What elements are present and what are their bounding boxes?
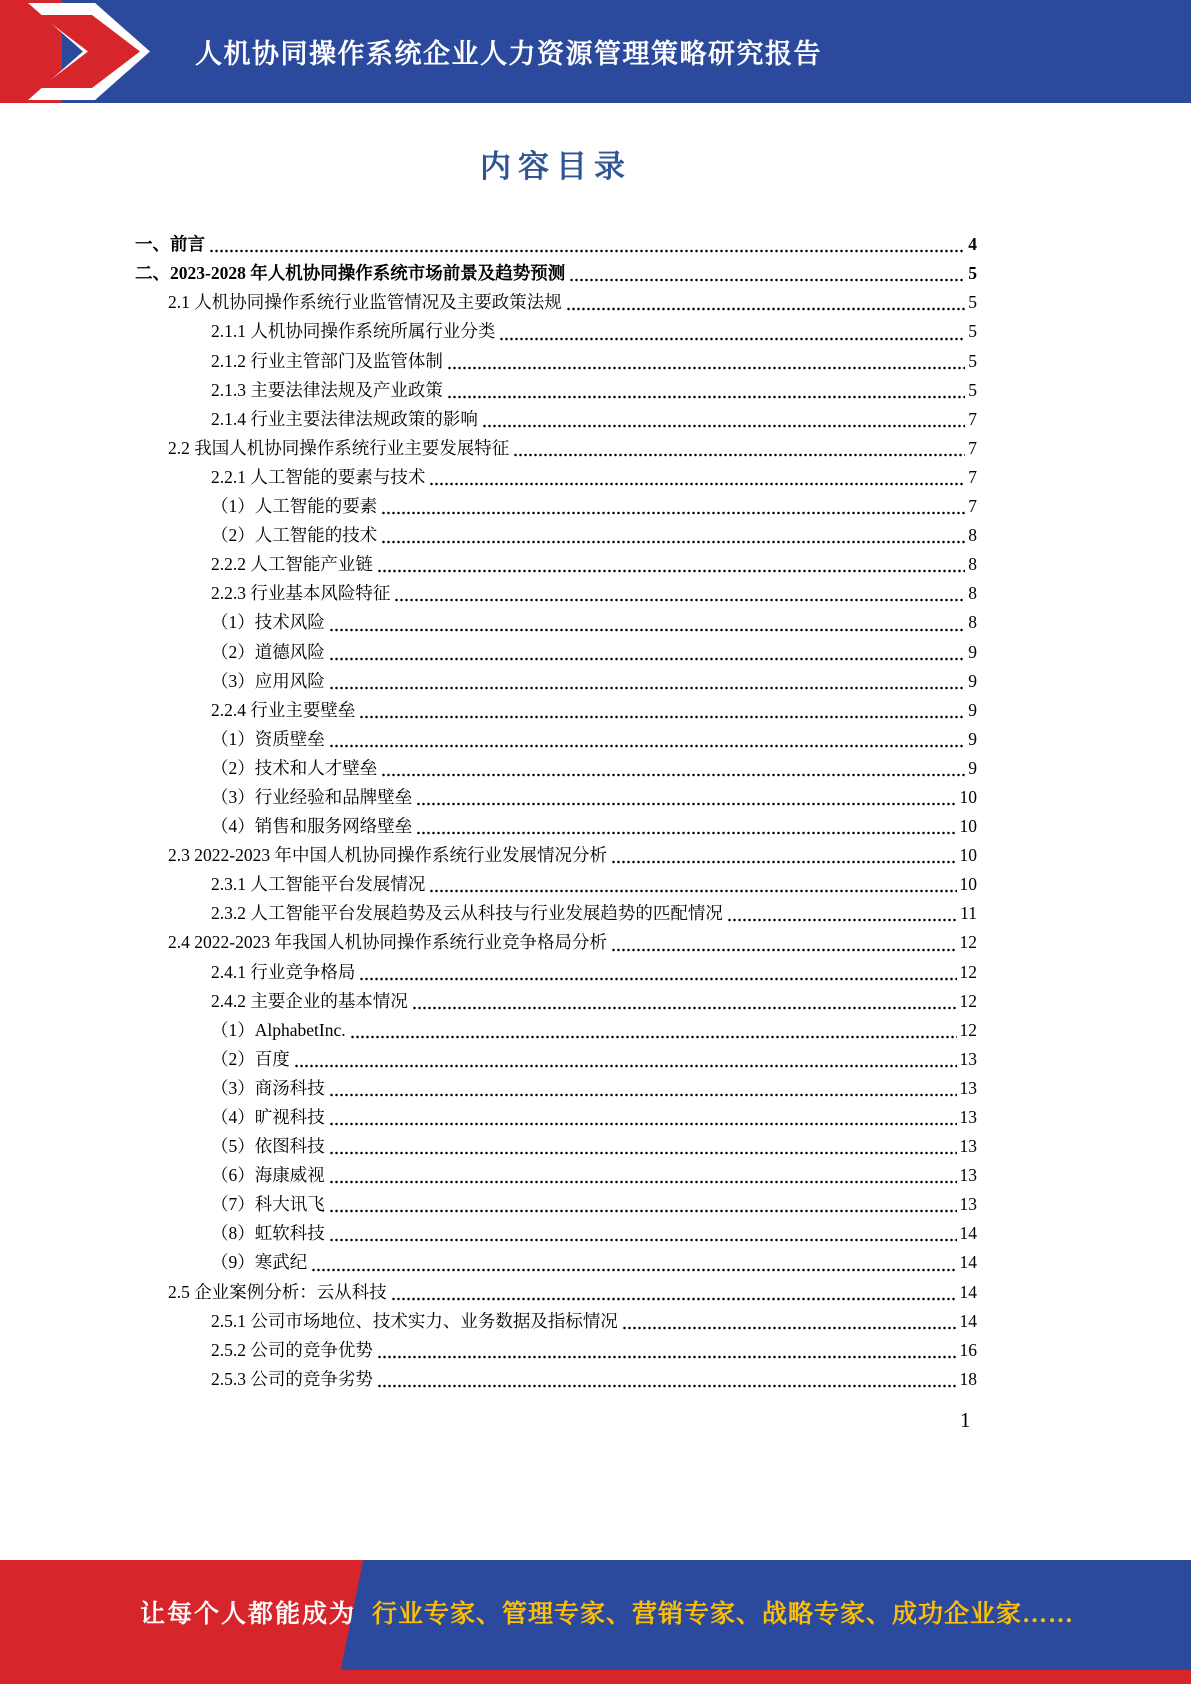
toc-entry[interactable] <box>135 230 977 259</box>
toc-entry[interactable] <box>211 1161 977 1190</box>
toc-dot-leader <box>329 1093 957 1097</box>
toc-dot-leader <box>329 1180 957 1184</box>
toc-dot-leader <box>416 831 956 835</box>
toc-entry-page: 13 <box>959 1107 977 1127</box>
toc-entry-label: 2.2.2 人工智能产业链 <box>211 554 373 575</box>
toc-entry-label: 2.5 企业案例分析：云从科技 <box>168 1281 387 1302</box>
toc-entry-label: （4）旷视科技 <box>211 1107 325 1127</box>
toc-entry-label: （5）依图科技 <box>211 1136 325 1157</box>
toc-dot-leader <box>294 1064 957 1068</box>
toc-entries <box>135 230 977 1394</box>
report-header <box>0 0 1191 103</box>
toc-entry-page: 13 <box>959 1048 977 1069</box>
toc-entry-page: 7 <box>968 496 977 517</box>
toc-entry-page: 11 <box>960 903 977 924</box>
toc-entry[interactable] <box>211 1132 977 1161</box>
toc-entry[interactable] <box>211 987 977 1016</box>
toc-entry-page: 9 <box>968 641 977 662</box>
toc-entry[interactable] <box>211 1365 977 1394</box>
toc-entry[interactable] <box>211 638 977 667</box>
toc-entry-label: 2.1.2 行业主管部门及监管体制 <box>211 350 443 371</box>
toc-entry[interactable] <box>211 870 977 899</box>
toc-entry-page: 4 <box>968 234 977 255</box>
toc-entry[interactable] <box>168 928 977 957</box>
toc-entry-label: 2.1.4 行业主要法律法规政策的影响 <box>211 408 478 429</box>
table-of-contents <box>135 148 977 1394</box>
toc-entry[interactable] <box>211 1190 977 1219</box>
toc-dot-leader <box>329 628 966 632</box>
toc-dot-leader <box>727 918 957 922</box>
toc-entry-page: 5 <box>968 350 977 371</box>
toc-entry-page: 10 <box>959 786 977 807</box>
toc-entry-page: 9 <box>968 728 977 749</box>
toc-dot-leader <box>329 1122 957 1126</box>
toc-entry-page: 5 <box>968 321 977 342</box>
toc-entry-label: （2）技术和人才壁垒 <box>211 757 378 778</box>
toc-entry[interactable] <box>211 579 977 608</box>
toc-entry[interactable] <box>211 608 977 637</box>
toc-dot-leader <box>329 657 966 661</box>
toc-entry[interactable] <box>168 288 977 317</box>
toc-dot-leader <box>329 1238 957 1242</box>
toc-entry-label: 2.5.3 公司的竞争劣势 <box>211 1368 373 1389</box>
toc-entry[interactable] <box>211 754 977 783</box>
toc-entry-page: 12 <box>959 990 977 1011</box>
toc-dot-leader <box>622 1326 957 1330</box>
toc-entry-label: （7）科大讯飞 <box>211 1194 325 1215</box>
toc-entry-label: （1）资质壁垒 <box>211 728 325 749</box>
toc-entry-page: 12 <box>959 961 977 982</box>
toc-dot-leader <box>447 366 965 370</box>
toc-entry-page: 7 <box>968 408 977 429</box>
toc-entry-page: 10 <box>959 845 977 866</box>
toc-entry[interactable] <box>211 1103 977 1132</box>
toc-entry-page: 14 <box>959 1252 977 1273</box>
toc-entry-page: 8 <box>968 612 977 633</box>
toc-dot-leader <box>429 482 965 486</box>
toc-entry-label: 2.4 2022-2023 年我国人机协同操作系统行业竞争格局分析 <box>168 932 607 953</box>
toc-entry-page: 9 <box>968 757 977 778</box>
toc-entry-label: 2.5.1 公司市场地位、技术实力、业务数据及指标情况 <box>211 1310 618 1331</box>
toc-entry-page: 8 <box>968 525 977 546</box>
toc-entry[interactable] <box>211 1016 977 1045</box>
toc-entry[interactable] <box>211 812 977 841</box>
toc-dot-leader <box>381 773 965 777</box>
toc-entry[interactable] <box>211 521 977 550</box>
toc-entry-label: （3）商汤科技 <box>211 1077 325 1098</box>
toc-dot-leader <box>429 889 956 893</box>
toc-entry-page: 13 <box>959 1077 977 1098</box>
toc-dot-leader <box>329 1209 957 1213</box>
toc-entry-page: 16 <box>959 1339 977 1360</box>
toc-entry-page: 9 <box>968 699 977 720</box>
toc-entry-label: （2）道德风险 <box>211 641 325 662</box>
toc-entry-page: 9 <box>968 670 977 691</box>
toc-entry-page: 10 <box>959 816 977 837</box>
toc-dot-leader <box>412 1006 957 1010</box>
toc-entry[interactable] <box>211 347 977 376</box>
toc-entry-page: 5 <box>968 379 977 400</box>
toc-entry-label: （1）技术风险 <box>211 612 325 633</box>
toc-dot-leader <box>359 715 965 719</box>
toc-dot-leader <box>329 1151 957 1155</box>
toc-dot-leader <box>377 569 965 573</box>
toc-entry-label: （9）寒武纪 <box>211 1252 308 1273</box>
toc-entry-label: 2.3.2 人工智能平台发展趋势及云从科技与行业发展趋势的匹配情况 <box>211 903 723 924</box>
toc-entry-label: 2.4.1 行业竞争格局 <box>211 961 356 982</box>
toc-dot-leader <box>381 511 965 515</box>
toc-entry[interactable] <box>211 1074 977 1103</box>
toc-entry-label: （6）海康威视 <box>211 1165 325 1186</box>
toc-entry[interactable] <box>211 958 977 987</box>
toc-dot-leader <box>513 453 965 457</box>
toc-entry-page: 8 <box>968 583 977 604</box>
toc-dot-leader <box>391 1297 957 1301</box>
toc-dot-leader <box>416 802 956 806</box>
toc-entry-label: 2.4.2 主要企业的基本情况 <box>211 990 408 1011</box>
toc-dot-leader <box>329 744 966 748</box>
toc-dot-leader <box>350 1035 957 1039</box>
toc-entry-page: 10 <box>959 874 977 895</box>
toc-dot-leader <box>499 337 965 341</box>
toc-entry-label: （1）人工智能的要素 <box>211 496 378 517</box>
toc-entry[interactable] <box>211 376 977 405</box>
page-footer <box>0 1560 1191 1684</box>
toc-entry[interactable] <box>168 841 977 870</box>
toc-entry-label: 2.1 人机协同操作系统行业监管情况及主要政策法规 <box>168 292 562 313</box>
toc-entry[interactable] <box>211 725 977 754</box>
toc-entry[interactable] <box>211 667 977 696</box>
toc-entry-label: 一、前言 <box>135 234 205 255</box>
toc-entry[interactable] <box>211 317 977 346</box>
toc-entry[interactable] <box>211 1248 977 1277</box>
toc-entry-page: 7 <box>968 466 977 487</box>
toc-entry-page: 7 <box>968 437 977 458</box>
toc-entry-label: 2.3 2022-2023 年中国人机协同操作系统行业发展情况分析 <box>168 845 607 866</box>
toc-title: 内容目录 <box>480 149 632 184</box>
toc-dot-leader <box>311 1268 956 1272</box>
toc-entry-page: 13 <box>959 1165 977 1186</box>
toc-dot-leader <box>359 977 956 981</box>
toc-entry-label: 2.2.3 行业基本风险特征 <box>211 583 391 604</box>
toc-dot-leader <box>377 1384 957 1388</box>
toc-entry-label: 2.1.1 人机协同操作系统所属行业分类 <box>211 321 496 342</box>
footer-slogan-right: 行业专家、管理专家、营销专家、战略专家、成功企业家…… <box>372 1601 1075 1628</box>
toc-entry-label: （3）应用风险 <box>211 670 325 691</box>
toc-dot-leader <box>611 860 957 864</box>
toc-entry-page: 5 <box>968 292 977 313</box>
toc-entry-page: 13 <box>959 1136 977 1157</box>
toc-entry-label: 二、2023-2028 年人机协同操作系统市场前景及趋势预测 <box>135 263 566 284</box>
toc-entry-page: 5 <box>968 263 977 284</box>
toc-dot-leader <box>447 395 965 399</box>
report-title: 人机协同操作系统企业人力资源管理策略研究报告 <box>195 39 822 69</box>
toc-entry[interactable] <box>211 1045 977 1074</box>
toc-entry[interactable] <box>211 696 977 725</box>
toc-entry[interactable] <box>211 550 977 579</box>
footer-red-strip <box>0 1670 1191 1684</box>
toc-entry-label: （4）销售和服务网络壁垒 <box>211 816 413 837</box>
toc-entry-label: 2.5.2 公司的竞争优势 <box>211 1339 373 1360</box>
toc-entry-label: 2.2.1 人工智能的要素与技术 <box>211 466 426 487</box>
footer-slogan-left: 让每个人都能成为 <box>140 1601 357 1628</box>
toc-entry-page: 14 <box>959 1281 977 1302</box>
toc-entry[interactable] <box>168 434 977 463</box>
toc-entry-page: 14 <box>959 1310 977 1331</box>
toc-entry[interactable] <box>211 463 977 492</box>
toc-entry-page: 12 <box>959 932 977 953</box>
toc-entry-label: 2.3.1 人工智能平台发展情况 <box>211 874 426 895</box>
toc-dot-leader <box>482 424 965 428</box>
page-number: 1 <box>960 1408 971 1432</box>
toc-dot-leader <box>569 278 965 282</box>
toc-entry[interactable] <box>211 899 977 928</box>
toc-entry-label: （1）AlphabetInc. <box>211 1019 346 1040</box>
toc-entry-page: 8 <box>968 554 977 575</box>
toc-entry[interactable] <box>211 1219 977 1248</box>
toc-entry[interactable] <box>168 1278 977 1307</box>
toc-entry[interactable] <box>211 492 977 521</box>
toc-entry[interactable] <box>211 1307 977 1336</box>
toc-entry[interactable] <box>211 1336 977 1365</box>
toc-entry-label: （8）虹软科技 <box>211 1223 325 1244</box>
toc-entry-label: （2）人工智能的技术 <box>211 525 378 546</box>
toc-dot-leader <box>611 948 957 952</box>
toc-entry-page: 18 <box>959 1368 977 1389</box>
toc-dot-leader <box>394 598 965 602</box>
toc-dot-leader <box>329 686 966 690</box>
toc-entry[interactable] <box>135 259 977 288</box>
toc-entry-page: 13 <box>959 1194 977 1215</box>
toc-dot-leader <box>377 1355 957 1359</box>
toc-entry[interactable] <box>211 783 977 812</box>
toc-entry-page: 12 <box>959 1019 977 1040</box>
toc-dot-leader <box>381 540 965 544</box>
toc-entry-label: （3）行业经验和品牌壁垒 <box>211 786 413 807</box>
toc-entry[interactable] <box>211 405 977 434</box>
toc-entry-label: 2.1.3 主要法律法规及产业政策 <box>211 379 443 400</box>
toc-entry-label: 2.2 我国人机协同操作系统行业主要发展特征 <box>168 437 510 458</box>
toc-dot-leader <box>209 249 965 253</box>
toc-entry-label: 2.2.4 行业主要壁垒 <box>211 699 356 720</box>
toc-entry-page: 14 <box>959 1223 977 1244</box>
toc-dot-leader <box>566 307 966 311</box>
toc-entry-label: （2）百度 <box>211 1048 290 1069</box>
